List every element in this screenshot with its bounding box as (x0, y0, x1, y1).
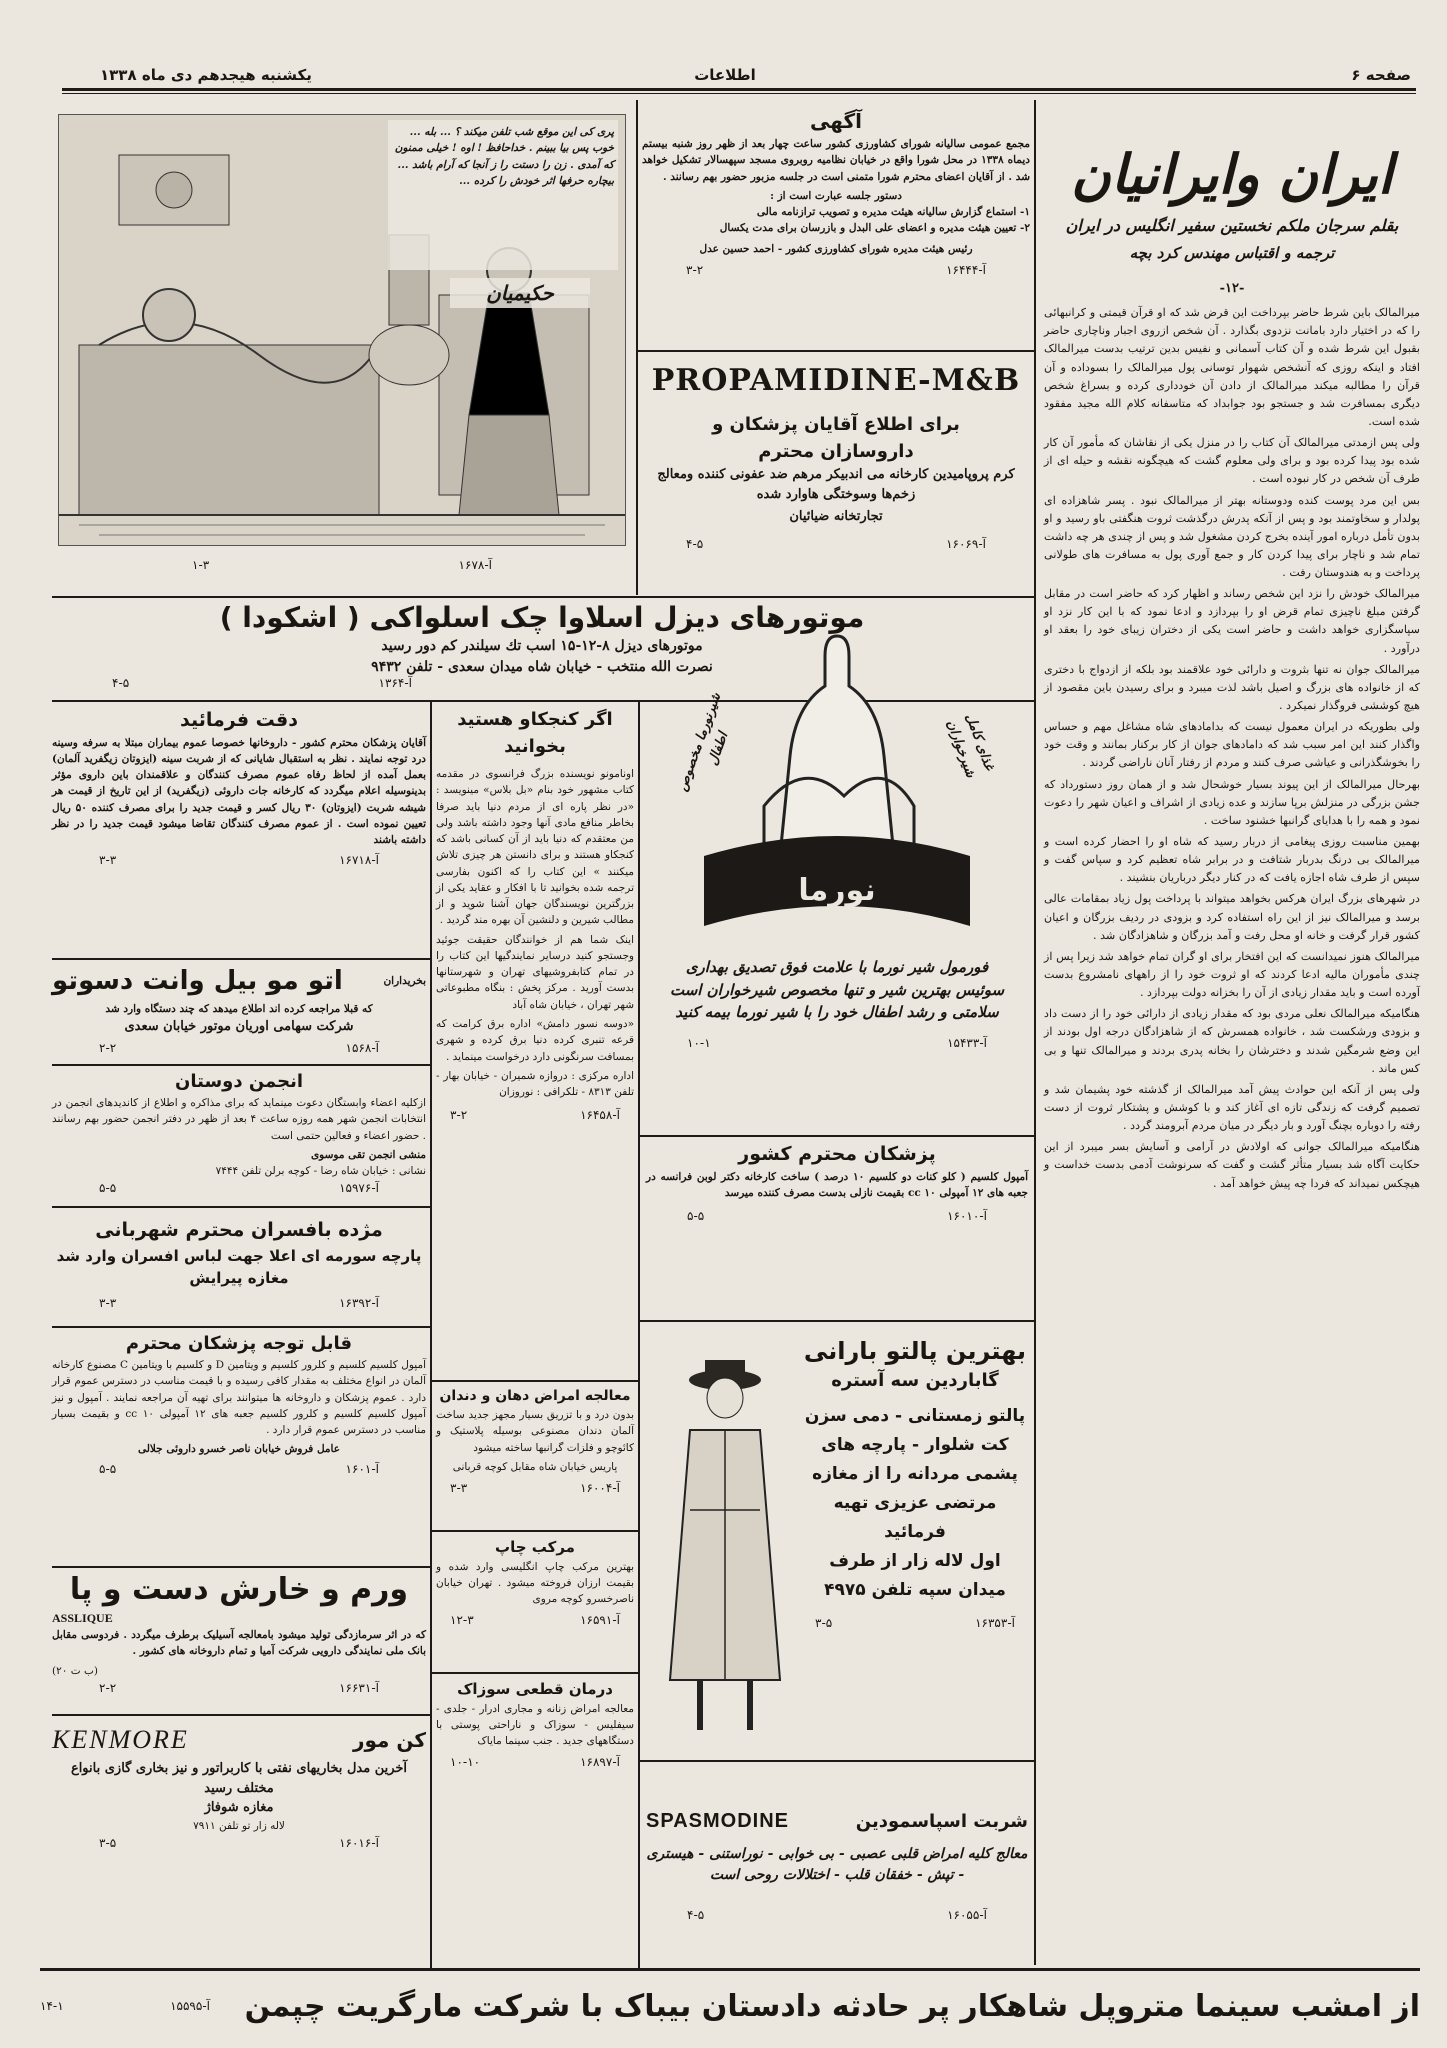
column-rule (638, 700, 640, 1968)
ink-title: مرکب چاپ (495, 1538, 575, 1556)
serial-paragraph: بهمین مناسبت روزی پیغامی از دربار رسید که شاه او را احضار کرده است و میرالمالک بی درنگ بدربار شتافت و در برابر شاه تعظیم کرد و سپاس گفت و سپس از طرف شاه اجازه یافت که در کنار دیگر درباریان بنشیند . (1044, 835, 1420, 885)
ad-code: آ-۱۶۰۵۵ ۴-۵ (687, 1908, 987, 1922)
section-rule (52, 1064, 432, 1066)
auto-ad (52, 962, 426, 1062)
skin-body: معالجه امراض زنانه و مجاری ادرار - جلدی - سیفلیس - سوزاک و ناراحتی پوستی با دستگاههای جدید . جنب سینما مایاک (436, 1702, 634, 1748)
nurma-side-right: غذای کامل شیرخواران (943, 711, 997, 780)
skin-ad (436, 1678, 634, 1964)
nurma-ribbon: نورما (798, 873, 876, 908)
ad-code: آ-۱۶۰۱۶ ۳-۵ (99, 1835, 379, 1850)
kenmore-title: کن مور (352, 1727, 426, 1752)
nurma-ad (644, 606, 1030, 1131)
notice-ad (642, 104, 1030, 344)
man-in-coat-icon (650, 1340, 800, 1740)
serial-paragraph: میرالمالک خودش را نزد این شخص رساند و اظهار کرد که حاضر است در مقابل گرفتن مبلغ ناچیزی تمام قرض او را بپردازد و ادعا نمود که با این کار نزد او سپاسگزاری خواهد داشت و حاضر است یکی از دختران زیبای خود را بعقد او درآورد . (1044, 587, 1420, 655)
page-number: صفحه ۶ (1351, 66, 1411, 84)
dekat-body: آقایان پزشکان محترم کشور - داروخانها خصوصا عموم بیماران مبتلا به سرفه وسینه درد توجه نمایند . نظر به استقبال شایانی که از شربت سینه (ایزوتان زیگفرید آلمان) بعمل آمده از لحاظ رفاه عموم مصرف کنندگان و علاقمندان باین داروی مؤثر بدینوسیله اعلام میگردد که کارخانه جات داروئی (زیگفرید) از این تاریخ از قیمت هر شیشه شربت (ایزوتان) ۳۰ ریال کسر و قیمت جدید را برای مصرف کننده ۵۰ ریال تعیین نموده است . از عموم مصرف کنندگان تقاضا میشود قیمت جدید را در نظر داشته باشند (52, 736, 426, 847)
coat-line: مرتضی عزیزی تهیه فرمائید (833, 1492, 997, 1542)
physicians-title: پزشکان محترم کشور (738, 1143, 936, 1165)
ad-code: آ-۱۶۰۶۹ ۴-۵ (686, 536, 986, 551)
ad-code: آ-۱۶۷۱۸ ۳-۳ (99, 853, 379, 868)
serial-paragraph: بس این مرد پوست کنده ودوستانه بهتر از میرالمالک نبود . پسر شاهزاده ای پولدار و سخاوتمند بود و پس از آنکه پدرش درگذشت ثروت هنگفتی باو رسید و او بدون تأمل درباره امور آینده بخرج کردن مشغول شد و پس از چندی هر چه داشت تمام شد و ناچار برای پیدا کردن کار و جمع آوری پول به مسافرت های طولانی پرداخت و به هندوستان رفت . (1044, 493, 1420, 580)
ad-code: آ-۱۵۵۹۵ ۱۴-۱ (40, 1999, 210, 2013)
nurma-line3: سلامتی و رشد اطفال خود را با شیر نورما بیمه کنید (675, 1003, 999, 1021)
coat-ad (644, 1326, 1030, 1756)
paper-name: اطلاعات (694, 66, 756, 84)
notice-agenda-title: دستور جلسه عبارت است از : (770, 189, 902, 202)
serial-paragraph: هنگامیکه میرالمالک نعلی مردی بود که مقدار زیادی از دارائی خود را از دست داد و بزودی ورشکست شد ، خانواده همسرش که از شاهزادگان درجه اول بودند از این وضع شرمگین شدند و دخترشان را بخانه پدری بردند و میرالمالک تنها و بی کس ماند . (1044, 1007, 1420, 1075)
nurma-line2: سوئیس بهترین شیر و تنها مخصوص شیرخواران است (669, 980, 1005, 999)
issue-date: یکشنبه هیجدهم دی ماه ۱۳۳۸ (100, 66, 312, 84)
serial-paragraph: در شهرهای بزرگ ایران هرکس بخواهد میتواند با پرداخت پول زیاد بمقامات عالی برسد و میرالمالک نیز از این راه استفاده کرد و بزودی در ردیف بزرگان و اعیان کشور قرار گرفت و خانه او محل رفت و آمد بزرگان و شاهزادگان شد . (1044, 892, 1420, 942)
serial-body (1044, 304, 1420, 1193)
shahrbani-line1: پارچه سورمه ای اعلا جهت لباس افسران وارد شد (56, 1246, 422, 1265)
kenmore-body: آخرین مدل بخاریهای نفتی با کاربراتور و نیز بخاری گازی بانواع مختلف رسید (70, 1761, 408, 1796)
shahrbani-title: مژده بافسران محترم شهربانی (95, 1219, 383, 1241)
vareh-body: که در اثر سرمازدگی تولید میشود بامعالجه آسیلیک برطرف میگردد . فردوسی مقابل بانک ملی نمایندگی دارویی شرکت آمیا و تمام داروخانه های کشور . (52, 1629, 426, 1658)
coat-text (800, 1326, 1030, 1632)
serial-subtitle: بقلم سرجان ملکم نخستین سفیر انگلیس در ایران (1065, 216, 1399, 236)
column-rule (1034, 100, 1036, 1965)
dental-title: معالجه امراض دهان و دندان (439, 1388, 631, 1404)
section-rule (52, 1566, 432, 1568)
vareh-ad (52, 1570, 426, 1710)
section-rule (640, 1135, 1034, 1137)
serial-article (1044, 104, 1420, 1964)
coat-line: کت شلوار - پارچه های (821, 1435, 1009, 1456)
auto-company: شرکت سهامی اوریان موتور خیابان سعدی (124, 1019, 354, 1035)
friends-body: ازکلیه اعضاء وابستگان دعوت مینماید که برای مذاکره و اطلاع از کاندیدهای انجمن در انتخابات انجمن شهر همه روزه ساعت ۴ بعد از ظهر در دفتر انجمن حضور بهم رسانند . حضور اعضاء و فعالین حتمی است (52, 1097, 426, 1142)
section-rule (52, 958, 432, 960)
curious-ad (436, 706, 634, 1376)
serial-paragraph: ولی پس از آنکه این حوادث پیش آمد میرالمالک از گذشته خود پشیمان شد و تصمیم گرفت که زندگی تازه ای آغاز کند و با کوشش و پشتکار ثروت از دست رفته را دوباره بچنگ آورد و بار دیگر در میان مردم آبرومند گردد . (1044, 1082, 1420, 1133)
serial-paragraph: میرالمالک جوان نه تنها بثروت و دارائی خود علاقمند بود بلکه از ازدواج با دختری که از خانواده های بزرگ و اصیل باشد لذت میبرد و برای رسیدن باین مقصود از هیچ کوششی فروگذار نمیکرد . (1044, 662, 1420, 713)
curious-body2: اینک شما هم از خوانندگان حقیقت جوئید وجستجو کنید درسایر نمایندگیها این کتاب را در تمام کتابفروشیهای تهران و شهرستانها بدست آورید . مرکز پخش : بنگاه مطبوعاتی شهر تهران ، خیابان شاه آباد (436, 933, 634, 1011)
serial-paragraph: ولی بطوریکه در ایران معمول نیست که بدامادهای شاه مشاغل مهم و حساس واگذار کنند این امر سبب شد که دامادهای جوان از کار برکنار بمانند و وقت خود را بخوشگذرانی و عیاشی صرف کنند و مردم از رفتار آنان ناراضی گردند . (1044, 720, 1420, 770)
serial-paragraph: هنگامیکه میرالمالک جوانی که اولادش در آرامی و آسایش بسر میبرد از این حکایت آگاه شد بسیار متأثر گشت و گفت که سرنوشت آدمی بدست خداست و هیچکس نمیداند که فردا چه پیش خواهد آمد . (1044, 1140, 1420, 1190)
notice-agenda-item: ۱- استماع گزارش سالیانه هیئت مدیره و تصویب ترازنامه مالی (756, 206, 1030, 219)
cartoon-dialogue: پری کی این موقع شب تلفن میکند ؟ ... بله ... خوب پس بیا ببینم . خداحافظ ! اوه ! خیلی ممنون که آمدی . زن را دستت را ز آنجا که آرام باشد ... بیچاره حرفها اثر خودش را کرده ... (388, 120, 618, 270)
coat-line: پالتو زمستانی - دمی سزن (804, 1406, 1026, 1427)
footer-rule (40, 1968, 1420, 1971)
curious-title2: بخوانید (504, 736, 566, 757)
section-rule (52, 1206, 432, 1208)
ad-code: آ-۱۶۴۵۸ ۳-۲ (450, 1108, 620, 1123)
notice-title: آگهی (810, 109, 862, 133)
footer-banner-text: از امشب سینما متروپل شاهکار پر حادثه دادستان بیباک با شرکت مارگریت چپمن (244, 1988, 1420, 2024)
vareh-title: ورم و خارش دست و پا (69, 1572, 409, 1607)
propamidine-ad (642, 358, 1030, 594)
friends-ad (52, 1068, 426, 1202)
doctors-ad (52, 1330, 426, 1560)
section-rule (640, 1760, 1034, 1762)
serial-paragraph: بهرحال میرالمالک از این پیوند بسیار خوشحال شد و از همان روز دستورداد که جشن بزرگی در منزلش برپا سازند و عده زیادی از اشراف و اعیان شهر را دعوت نمود و همه را با هدایای گرانبها خشنود ساخت . (1044, 777, 1420, 827)
kenmore-shop: مغازه شوفاژ (204, 1800, 274, 1815)
section-rule (432, 1530, 638, 1532)
doctors-body: آمپول کلسیم کلسیم و کلرور کلسیم و ویتامین D و کلسیم با ویتامین C مصنوع کارخانه آلمان در انواع مختلف به مقدار کافی رسیده و با قیمت مناسب در دسترس عموم قرار دارد . عموم پزشکان و داروخانه ها میتوانند برای تهیه آن مراجعه نمایند . آمپول و نیز آمپول کلسیم کلسیم و کلرور کلسیم جعبه های ۱۲ آمپولی ۱۰ cc و بقیمت بسیار مناسب در دسترس عموم قرار دارد . (52, 1359, 426, 1437)
dental-address: پاریس خیابان شاه مقابل کوچه قربانی (452, 1460, 618, 1473)
propamidine-agent: تجارتخانه ضیائیان (789, 509, 883, 524)
dental-body: بدون درد و با تزریق بسیار مجهز جدید ساخت آلمان دندان مصنوعی بوسیله پلاستیک و کائوچو و فلزات گرانبها ساخته میشود (436, 1409, 634, 1454)
serial-paragraph: ولی پس ازمدتی میرالمالک آن کتاب را در منزل یکی از نقاشان که مأمور آن کار شده بود پیدا کرده بود و برای ولی معلوم گشت که هیچگونه نقشه و حیله ای از طرف آن شخص در کار نبوده است . (1044, 436, 1420, 486)
nurma-line1: فورمول شیر نورما با علامت فوق تصدیق بهداری (685, 958, 989, 976)
physicians-body: آمپول کلسیم ( کلو کنات دو کلسیم ۱۰ درصد ) ساخت کارخانه دکتر لوبن فرانسه در جعبه های ۱۲ آمپولی ۱۰ cc بقیمت نازلی بدست مصرف کننده میرسد (646, 1170, 1029, 1199)
ad-code: آ-۱۵۶۸ ۲-۲ (99, 1040, 379, 1055)
shahrbani-ad (52, 1210, 426, 1322)
propamidine-line2: داروسازان محترم (758, 441, 914, 462)
propamidine-brand: PROPAMIDINE-M&B (651, 363, 1021, 398)
section-rule (52, 1326, 432, 1328)
column-rule (636, 100, 638, 595)
vareh-price: (ب ت ۲۰) (52, 1664, 98, 1677)
dekat-title: دقت فرمائید (180, 709, 298, 731)
masthead-rule (62, 88, 1416, 91)
nurma-side-left: شیرنورما مخصوص اطفال (674, 691, 731, 794)
cartoon-ad (52, 104, 630, 592)
coat-sub: گاباردین سه آستره (831, 1370, 999, 1392)
ad-code: آ-۱۶۷۸ ۱-۳ (192, 558, 492, 572)
notice-body: مجمع عمومی سالیانه شورای کشاورزی کشور ساعت چهار بعد از ظهر روز شنبه بیستم دیماه ۱۳۳۸ در محل شورا واقع در خیابان نظامیه روبروی مسجد سپهسالار تشکیل خواهد شد . از آقایان اعضای محترم شورا متمنی است در جلسه مزبور حضور بهم رسانند . (642, 138, 1030, 183)
curious-title1: اگر کنجکاو هستید (457, 709, 613, 730)
friends-address: نشانی : خیابان شاه رضا - کوچه برلن تلفن ۷۴۴۴ (215, 1165, 426, 1178)
ad-code: آ-۱۶۴۴۴ ۳-۲ (686, 262, 986, 277)
doctors-sign: عامل فروش خیابان ناصر خسرو داروئی جلالی (137, 1443, 341, 1456)
spasmodine-header (646, 1806, 1028, 1836)
dekat-ad (52, 706, 426, 956)
kenmore-brand: KENMORE (52, 1725, 189, 1754)
physicians-ad (646, 1140, 1028, 1320)
kenmore-ad (52, 1720, 426, 1850)
ad-code: آ-۱۶۳۹۲ ۳-۳ (99, 1295, 379, 1310)
curious-address: اداره مرکزی : دروازه شمیران - خیابان بهار - تلفن ۸۳۱۳ - تلکرافی : نوروزان (436, 1069, 634, 1099)
dental-ad (436, 1386, 634, 1526)
auto-title: اتو مو بیل وانت دسوتو (52, 966, 343, 996)
cartoon-brand: حکیمیان (450, 278, 590, 308)
ad-code: آ-۱۶۶۳۱ ۲-۲ (99, 1680, 379, 1695)
coat-line: میدان سپه تلفن ۴۹۷۵ (824, 1579, 1006, 1600)
ad-code: آ-۱۶۳۵۳ ۳-۵ (815, 1616, 1015, 1631)
serial-paragraph: میرالمالک باین شرط حاضر بپرداخت این قرض شد که او قرآن قیمتی و کرانبهائی را که در اختیار دارد بامانت نزدوی بگذارد . آن شخص ازروی اجبار وناچاری حاضر بقبول این شرط شده و آن کتاب آسمانی و نفیس بدین ترتیب بدست میرالمالک افتاد و اینکه روزی که آنشخص شهوار توسانی پول میرالمالک را بسوداده و آن قرآن را مطالبه میکند میرالمالک از دادن آن خودداری کرده و بسراغ شخص دیگری بمسافرت شد و جستجو بود جوابداد که متاسفانه کلام الله مجید مفقود شده است. (1044, 306, 1420, 428)
ad-code: آ-۱۶۸۹۷ ۱۰-۱۰ (450, 1755, 620, 1770)
ad-code: آ-۱۳۶۴ ۴-۵ (112, 676, 412, 690)
notice-signature: رئیس هیئت مدیره شورای کشاورزی کشور - احمد حسین عدل (699, 242, 973, 255)
section-rule (52, 596, 1034, 598)
section-rule (52, 1714, 432, 1716)
ad-code: آ-۱۶۰۱ ۵-۵ (99, 1461, 379, 1476)
ad-code: آ-۱۶۰۰۴ ۳-۳ (450, 1481, 620, 1496)
ad-code: آ-۱۶۰۱۰ ۵-۵ (687, 1209, 987, 1224)
skin-title: درمان قطعی سوزاک (457, 1680, 613, 1698)
section-rule (640, 1320, 1034, 1322)
footer-banner (40, 1978, 1420, 2034)
vareh-brand: ASSLIQUE (52, 1611, 113, 1625)
ink-body: بهترین مرکب چاپ انگلیسی وارد شده و بقیمت ارزان فروخته میشود . تهران خیابان ناصرخسرو کوچه مروی (436, 1560, 634, 1606)
coat-line: اول لاله زار از طرف (829, 1550, 1001, 1571)
spasmodine-title: شربت اسپاسمودین (855, 1810, 1028, 1832)
section-rule (638, 350, 1034, 352)
spasmodine-ad (646, 1766, 1028, 1964)
ad-code: آ-۱۵۴۳۳ ۱۰-۱ (687, 1035, 987, 1050)
ink-ad (436, 1536, 634, 1666)
serial-paragraph: میرالمالک هنوز نمیدانست که این افتخار برای او گران تمام خواهد شد زیرا پس از چندی مأموران مالیه ادعا کردند که او ثروت خود را از راههای نامشروع بدست آورده است و باید مقدار زیادی از آن را بخزانه دولت بپردازد . (1044, 949, 1420, 1000)
kenmore-address: لاله زار تو تلفن ۷۹۱۱ (193, 1819, 285, 1832)
ad-code: آ-۱۵۹۷۶ ۵-۵ (99, 1181, 379, 1196)
shahrbani-line2: مغازه پیرایش (189, 1269, 289, 1287)
curious-body: اونامونو نویسنده بزرگ فرانسوی در مقدمه کتاب مشهور خود بنام «بل بلاس» مینویسد : «در نظر پاره ای از مردم دنیا باید صرفا بخاطر منافع مادی آنها وجود داشته باشد ولی من معتقدم که دنیا باید از آن کسانی باشد که کنجکاو هستند و برای دانستن هر چیزی تلاش میکنند » این کتاب را که اکنون بفارسی ترجمه شده بخوانید تا با افکار و عقاید یکی از بزرگترین نویسندگان جهان آشنا شوید و از مطالب شیرین و دلنشین آن بهره مند گردید . (436, 768, 634, 927)
coat-line: پشمی مردانه را از مغازه (812, 1463, 1018, 1484)
coat-title: بهترین پالتو بارانی (803, 1337, 1027, 1365)
motor-title: موتورهای دیزل اسلاوا چک اسلواکی ( اشکودا ) (219, 601, 865, 634)
masthead-rule-thin (62, 93, 1416, 94)
motor-line1: موتورهای دیزل ۸-۱۲-۱۵ اسب تك سیلندر کم دور رسید (381, 638, 703, 655)
serial-title: ایران وایرانیان (1071, 143, 1393, 206)
curious-body3: «دوسه نسور دامش» اداره برق کرامت که قرعه تنبری کرده دنیا برق کرده و شهری بمسافت سرنگونی دارد درخواست مینماید . (436, 1017, 634, 1063)
section-rule (432, 1672, 638, 1674)
column-rule (430, 700, 432, 1968)
propamidine-line1: برای اطلاع آقایان پزشکان و (712, 414, 960, 435)
motor-line2: نصرت الله منتخب - خیابان شاه میدان سعدی - تلفن ۹۴۳۲ (371, 659, 713, 676)
spasmodine-body: معالج کلیه امراض قلبی عصبی - بی خوابی - نوراستنی - هیستری - تپش - خفقان قلب - اختلالات روحی است (646, 1846, 1028, 1883)
friends-sign: منشی انجمن تقی موسوی (310, 1148, 426, 1161)
ad-code: آ-۱۶۵۹۱ ۱۲-۳ (450, 1613, 620, 1628)
propamidine-body: کرم پروپامیدین کارخانه می اندبیکر مرهم ضد عفونی کننده ومعالج زخم‌ها وسوختگی هاوارد شده (657, 467, 1015, 502)
serial-part: -۱۲- (1219, 280, 1245, 296)
spasmodine-brand: SPASMODINE (646, 1810, 789, 1832)
doctors-title: قابل توجه پزشکان محترم (125, 1333, 353, 1354)
auto-body: که قبلا مراجعه کرده اند اطلاع میدهد که چند دستگاه وارد شد (105, 1003, 373, 1015)
friends-title: انجمن دوستان (174, 1071, 304, 1092)
notice-agenda-item: ۲- تعیین هیئت مدیره و اعضای علی البدل و بازرسان برای مدت یکسال (719, 222, 1030, 235)
serial-translator: ترجمه و اقتباس مهندس کرد بچه (1129, 244, 1335, 263)
section-rule (432, 1380, 638, 1382)
auto-intro: بخریداران (383, 975, 426, 988)
